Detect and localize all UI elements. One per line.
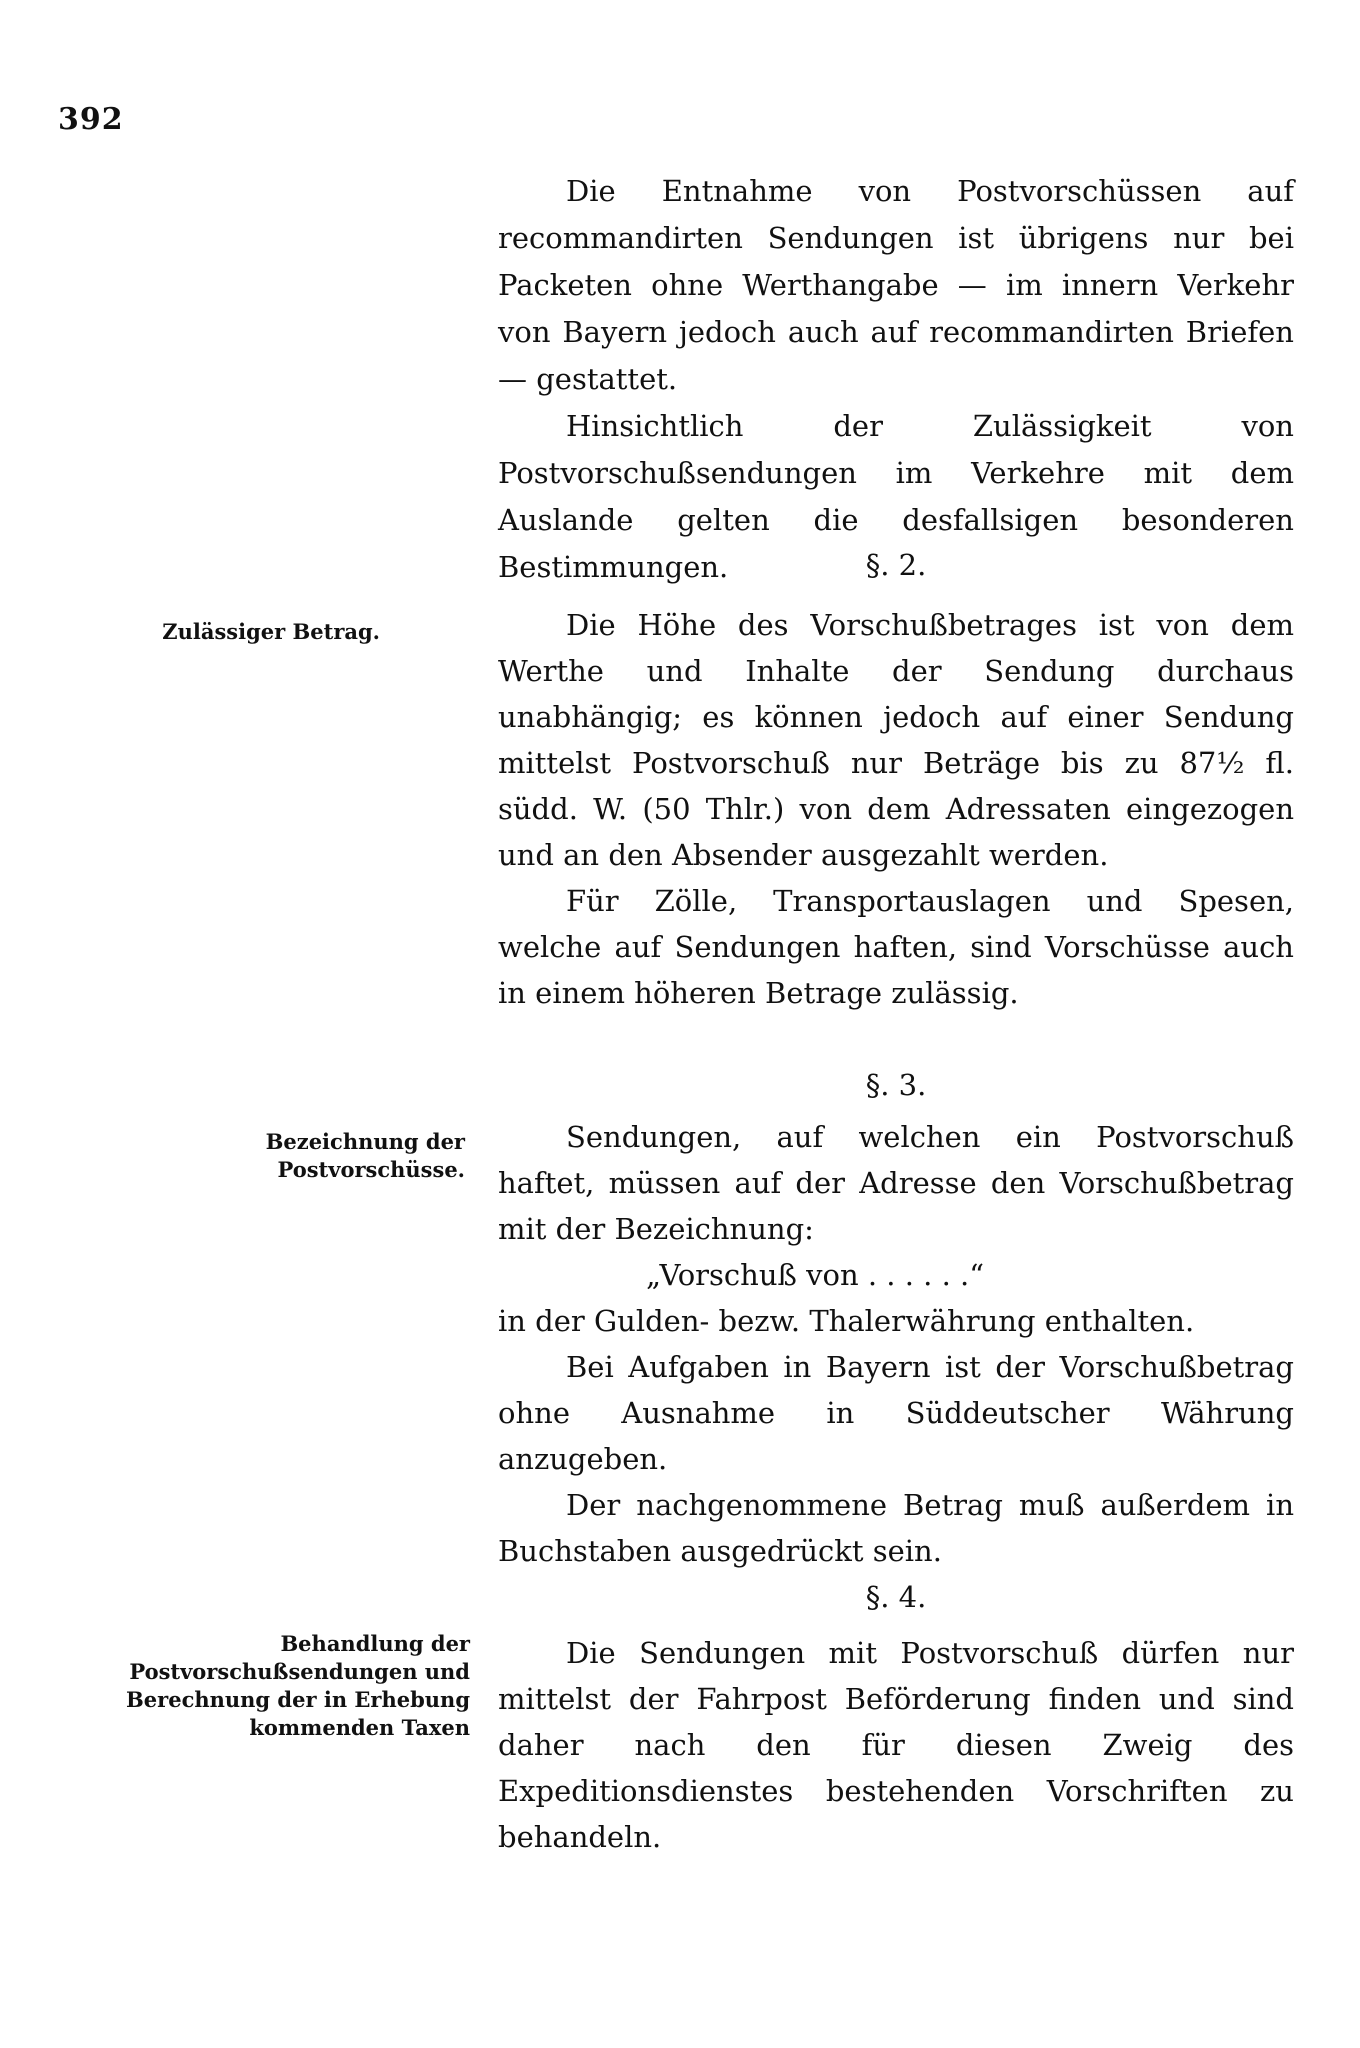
section-body — [498, 602, 1294, 1016]
page-number: 392 — [58, 102, 124, 137]
paragraph: Der nachgenommene Betrag muß außerdem in Buchstaben ausgedrückt sein. — [498, 1488, 1294, 1568]
paragraph: Hinsichtlich der Zulässigkeit von Postvorschußsendungen im Verkehre mit dem Auslande gelten die desfallsigen besonderen Bestimmungen. — [498, 409, 1294, 584]
intro-text — [498, 168, 1294, 591]
margin-note: Bezeichnung der Postvorschüsse. — [265, 1129, 465, 1182]
paragraph: Bei Aufgaben in Bayern ist der Vorschußbetrag ohne Ausnahme in Süddeutscher Währung anzugeben. — [498, 1350, 1294, 1476]
margin-note: Behandlung der Postvorschußsendungen und Berechnung der in Erhebung kommenden Taxen — [126, 1631, 470, 1740]
paragraph: in der Gulden- bezw. Thalerwährung enthalten. — [498, 1304, 1195, 1338]
section-heading: §. 2. — [865, 548, 927, 582]
paragraph: Für Zölle, Transportauslagen und Spesen, welche auf Sendungen haften, sind Vorschüsse auch in einem höheren Betrage zulässig. — [498, 884, 1294, 1010]
paragraph: Die Entnahme von Postvorschüssen auf recommandirten Sendungen ist übrigens nur bei Packeten ohne Werthangabe — im innern Verkehr von Bayern jedoch auch auf recommandirten Briefen — gestattet. — [498, 174, 1294, 396]
section-heading: §. 3. — [865, 1068, 927, 1102]
paragraph: Die Höhe des Vorschußbetrages ist von dem Werthe und Inhalte der Sendung durchaus unabhängig; es können jedoch auf einer Sendung mittelst Postvorschuß nur Beträge bis zu 87½ fl. südd. W. (50 Thlr.) von dem Adressaten eingezogen und an den Absender ausgezahlt werden. — [498, 608, 1294, 872]
paragraph: Sendungen, auf welchen ein Postvorschuß haftet, müssen auf der Adresse den Vorschußbetrag mit der Bezeichnung: — [498, 1120, 1294, 1246]
paragraph: Die Sendungen mit Postvorschuß dürfen nur mittelst der Fahrpost Beförderung finden und sind daher nach den für diesen Zweig des Expeditionsdienstes bestehenden Vorschriften zu behandeln. — [498, 1636, 1294, 1854]
section-body — [498, 1630, 1294, 1860]
quote-line: „Vorschuß von . . . . . .“ — [646, 1258, 985, 1292]
margin-note: Zulässiger Betrag. — [162, 619, 380, 644]
section-body — [498, 1114, 1294, 1574]
section-heading: §. 4. — [865, 1580, 927, 1614]
